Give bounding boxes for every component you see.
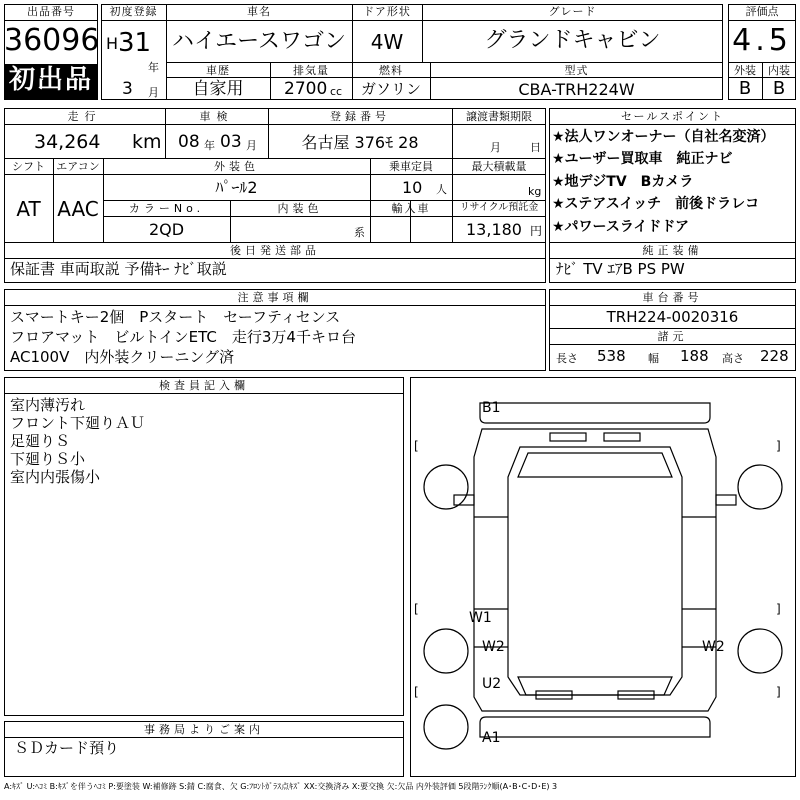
transfer-label: 譲渡書類期限	[466, 110, 532, 123]
fuel-value: ガソリン	[360, 80, 421, 98]
lot-number: 36096	[4, 23, 100, 58]
inspector-line: フロント下廻りＡＵ	[10, 414, 146, 432]
office-title: 事務局よりご案内	[144, 723, 264, 736]
color-no-value: 2QD	[148, 220, 185, 239]
sales-title: セールスポイント	[620, 110, 724, 123]
equipment-title: 純正装備	[642, 244, 703, 257]
bracket-open: [	[414, 602, 419, 616]
inspection-label: 車検	[199, 110, 234, 123]
front-left-wheel	[424, 465, 468, 509]
history-value: 自家用	[192, 79, 244, 99]
model-name: ハイエースワゴン	[171, 29, 347, 54]
notes-title: 注意事項欄	[237, 291, 313, 304]
right-mirror	[716, 495, 736, 505]
inspection-year: 08	[178, 132, 200, 152]
reg-year: 31	[118, 28, 152, 58]
width-label: 幅	[648, 352, 659, 365]
exterior-grade: B	[738, 78, 752, 99]
door-label: ドア形状	[363, 5, 411, 18]
width-value: 188	[680, 347, 709, 365]
note-line: スマートキー2個 Pスタート セーフティセンス	[10, 308, 341, 326]
displacement-unit: cc	[330, 85, 343, 98]
damage-mark-w2-right: W2	[702, 639, 725, 655]
color-no-label: カラーNo.	[128, 202, 205, 215]
inspector-line: 下廻りＳ小	[10, 450, 86, 468]
interior-color-label: 内装色	[277, 202, 323, 215]
interior-color-unit: 系	[354, 226, 365, 239]
interior-grade-label: 内装	[768, 64, 790, 77]
ac-label: エアコン	[56, 160, 100, 173]
history-label: 車歴	[206, 64, 230, 77]
model-label: 車名	[247, 5, 271, 18]
office-text: ＳＤカード預り	[14, 739, 120, 757]
height-label: 高さ	[722, 352, 744, 365]
mileage-value: 34,264	[34, 131, 101, 153]
front-lamp	[550, 433, 586, 441]
transfer-day: 日	[530, 141, 541, 154]
grade-label: グレード	[548, 5, 597, 18]
sales-point: ★ユーザー買取車 純正ナビ	[552, 151, 733, 167]
capacity-unit: 人	[436, 183, 447, 196]
note-line: フロアマット ビルトインETC 走行3万4千キロ台	[10, 328, 356, 346]
damage-mark-w2-left: W2	[482, 639, 505, 655]
shift-label: シフト	[12, 160, 45, 173]
grade-value: グランドキャビン	[484, 28, 661, 53]
note-line: AC100V 内外装クリーニング済	[10, 348, 235, 366]
exterior-color-label: 外装色	[214, 160, 259, 173]
score-value: 4.5	[732, 23, 792, 58]
spare-wheel	[424, 705, 468, 749]
ac-value: AAC	[57, 197, 99, 221]
rear-right-wheel	[738, 629, 782, 673]
sales-point: ★パワースライドドア	[552, 219, 690, 235]
damage-mark-u2: U2	[482, 676, 502, 692]
reg-month: 3	[122, 79, 133, 99]
later-parts-title: 後日発送部品	[230, 244, 320, 257]
sales-point: ★ステアスイッチ 前後ドラレコ	[552, 196, 760, 212]
first-reg-label: 初度登録	[109, 5, 158, 18]
sales-point: ★法人ワンオーナー（自社名変済）	[552, 129, 775, 145]
mileage-label: 走行	[67, 110, 102, 123]
bracket-close: ]	[776, 602, 781, 616]
recycle-label: リサイクル預託金	[459, 202, 539, 213]
load-unit: kg	[528, 185, 542, 198]
damage-mark-a1: A1	[482, 730, 501, 746]
later-parts-text: 保証書 車両取説 予備ｷｰ ﾅﾋﾞ取説	[10, 260, 227, 278]
inspection-month: 03	[220, 132, 242, 152]
exterior-grade-label: 外装	[734, 64, 756, 77]
equipment-text: ﾅﾋﾞ TV ｴｱB PS PW	[556, 260, 685, 278]
damage-mark-b1: B1	[482, 400, 501, 416]
inspector-line: 室内内張傷小	[10, 468, 101, 486]
type-label: 型式	[564, 64, 589, 77]
rear-bumper	[480, 717, 710, 737]
length-label: 長さ	[556, 352, 578, 365]
inspection-month-unit: 月	[246, 139, 257, 152]
inspector-line: 室内薄汚れ	[10, 396, 86, 414]
displacement-label: 排気量	[293, 64, 329, 77]
height-value: 228	[760, 347, 789, 365]
bracket-close: ]	[776, 685, 781, 699]
recycle-unit: 円	[530, 224, 543, 238]
front-bumper	[480, 400, 710, 423]
damage-mark-w1: W1	[469, 610, 492, 626]
type-code: CBA-TRH224W	[518, 80, 635, 99]
dims-title: 諸元	[657, 330, 688, 343]
first-listing-label: 初出品	[8, 65, 93, 95]
interior-grade: B	[772, 78, 786, 99]
bracket-open: [	[414, 685, 419, 699]
length-value: 538	[597, 347, 626, 365]
plate-value: 名古屋 376ﾓ 28	[301, 133, 419, 152]
score-label: 評価点	[745, 5, 779, 18]
mileage-unit: km	[132, 131, 162, 153]
bracket-close: ]	[776, 439, 781, 453]
windshield	[518, 453, 672, 477]
car-diagram	[410, 377, 796, 777]
capacity-value: 10	[402, 178, 423, 197]
door-value: 4W	[370, 30, 404, 54]
front-right-wheel	[738, 465, 782, 509]
roof-outline	[508, 447, 682, 695]
lot-label: 出品番号	[27, 5, 75, 18]
displacement-value: 2700	[284, 79, 328, 99]
load-label: 最大積載量	[471, 160, 527, 173]
chassis-number: TRH224-0020316	[606, 308, 739, 326]
reg-month-unit: 月	[148, 86, 159, 99]
reg-year-unit: 年	[148, 61, 159, 74]
bracket-open: [	[414, 439, 419, 453]
import-label: 輸入車	[391, 202, 431, 215]
capacity-label: 乗車定員	[389, 160, 433, 173]
recycle-value: 13,180	[466, 220, 522, 239]
transfer-month: 月	[490, 141, 501, 154]
inspector-title: 検査員記入欄	[159, 379, 249, 392]
legend-text: A:ｷｽﾞ U:ﾍｺﾐ B:ｷｽﾞを伴うﾍｺﾐ P:要塗装 W:補修跡 S:錆 C:腐食、欠 G:ﾌﾛﾝﾄｶﾞﾗｽ点ｷｽﾞ XX:交換済み X:要交換 欠:欠品 内外装評価 5段階ﾗﾝｸ順(A･B･C･D･E) 3	[4, 782, 558, 791]
reg-era: H	[106, 34, 119, 53]
front-lamp	[604, 433, 640, 441]
shift-value: AT	[16, 197, 41, 221]
chassis-title: 車台番号	[642, 291, 703, 304]
exterior-color-value: ﾊﾟｰﾙ2	[215, 178, 258, 197]
sales-point: ★地デジTV Bカメラ	[552, 174, 694, 190]
inspector-line: 足廻りＳ	[10, 432, 71, 450]
inspection-year-unit: 年	[204, 139, 215, 152]
fuel-label: 燃料	[379, 64, 403, 77]
rear-left-wheel	[424, 629, 468, 673]
plate-label: 登録番号	[330, 110, 390, 123]
